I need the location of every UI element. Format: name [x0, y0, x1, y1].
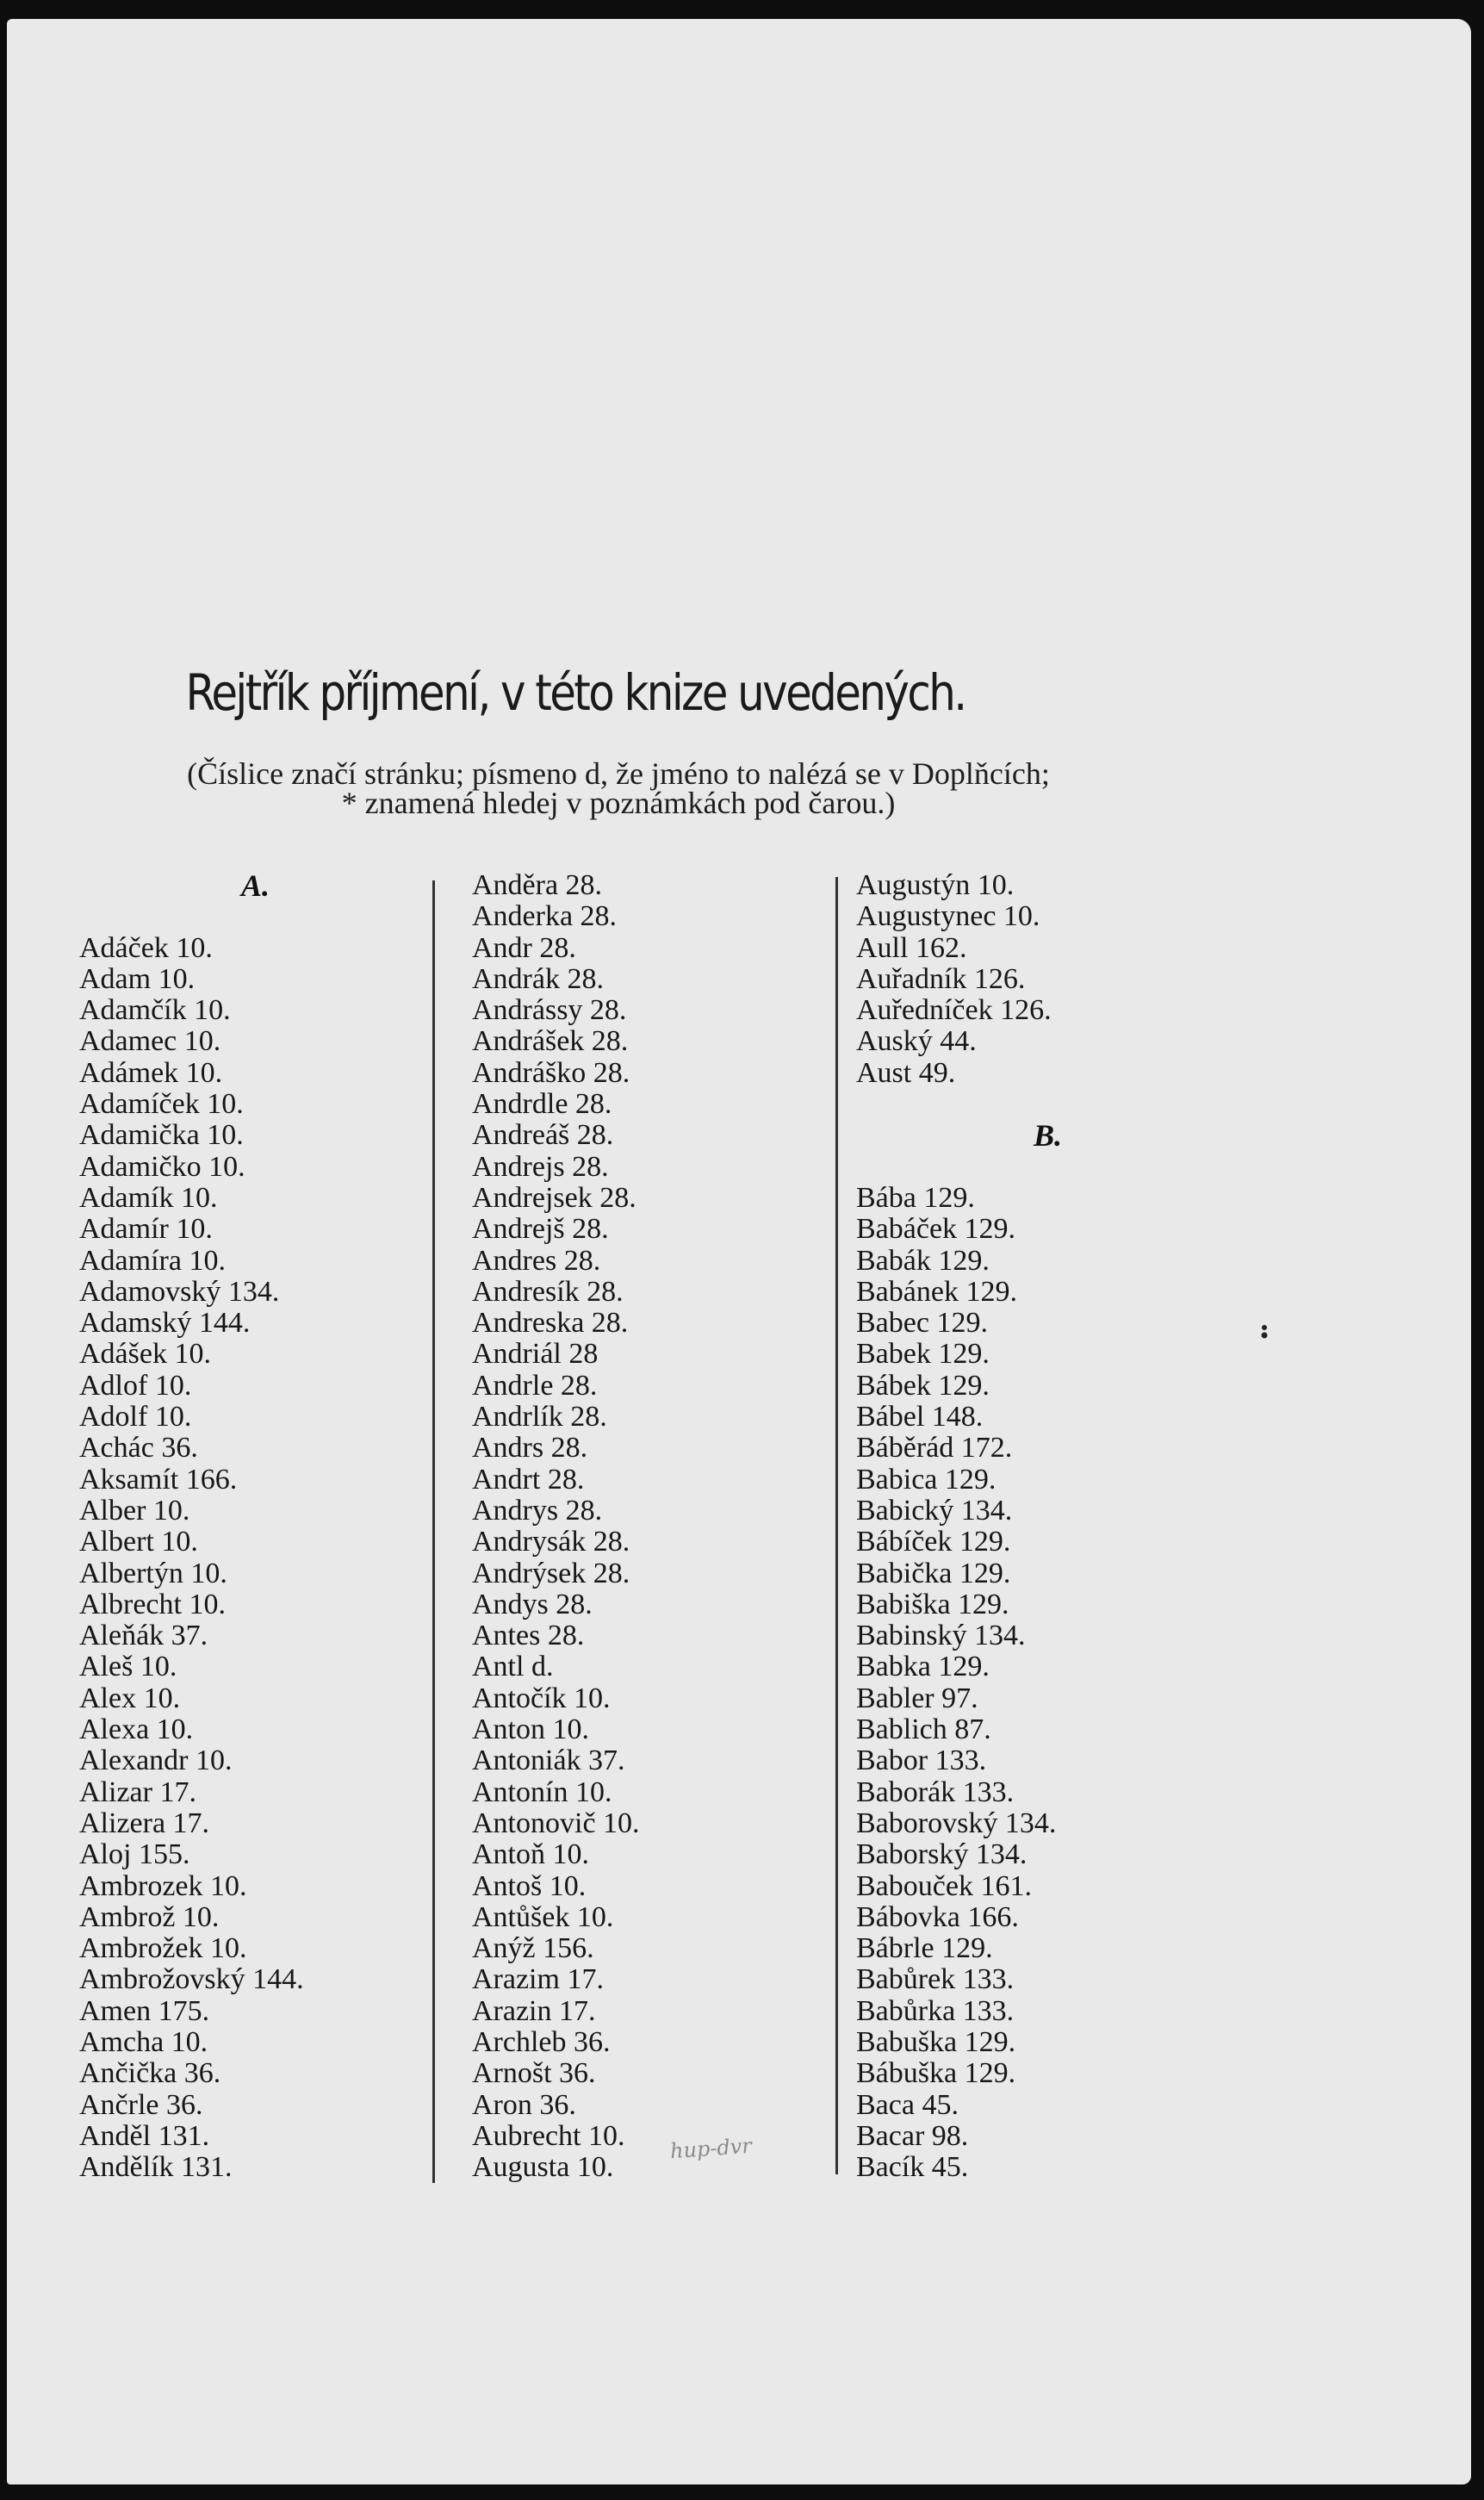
- index-entry: Bábek 129.: [856, 1369, 990, 1402]
- index-entry: Andrys 28.: [472, 1494, 603, 1527]
- index-entry: Alex 10.: [79, 1682, 181, 1714]
- index-entry: Adámek 10.: [79, 1056, 223, 1089]
- index-entry: Auský 44.: [856, 1025, 977, 1058]
- column-3-a-entries: [856, 870, 1062, 1089]
- index-entry: Aron 36.: [472, 2088, 576, 2121]
- index-entry: Amcha 10.: [79, 2025, 208, 2058]
- index-entry: Adamír 10.: [79, 1213, 213, 1246]
- index-entry: Alber 10.: [79, 1494, 190, 1527]
- index-entry: Bábovka 166.: [856, 1900, 1019, 1933]
- index-entry: Alizar 17.: [79, 1775, 196, 1808]
- index-column-1: [79, 870, 304, 2183]
- index-entry: Bacar 98.: [856, 2119, 969, 2152]
- index-entry: Bábrle 129.: [856, 1932, 993, 1965]
- index-entry: Báběrád 172.: [856, 1432, 1013, 1465]
- index-entry: Achác 36.: [79, 1432, 198, 1465]
- index-entry: Adamovský 134.: [79, 1275, 280, 1308]
- page-title: Rejtřík příjmení, v této knize uvedených.: [185, 663, 966, 722]
- column-2-entries: [472, 870, 640, 2183]
- ink-mark: [1260, 1324, 1269, 1340]
- index-entry: Babler 97.: [856, 1682, 978, 1714]
- index-entry: Ambrozek 10.: [79, 1869, 247, 1902]
- index-column-2: [472, 870, 640, 2183]
- index-entry: Andrejs 28.: [472, 1150, 609, 1183]
- index-entry: Babek 129.: [856, 1338, 990, 1371]
- index-entry: Augustýn 10.: [856, 869, 1015, 901]
- index-entry: Adamíček 10.: [79, 1088, 244, 1121]
- index-entry: Antoň 10.: [472, 1838, 589, 1871]
- index-entry: Aksamít 166.: [79, 1463, 238, 1496]
- index-entry: Babiška 129.: [856, 1588, 1009, 1620]
- index-entry: Adamička 10.: [79, 1119, 244, 1152]
- spacer: [856, 1152, 1062, 1183]
- index-entry: Alexandr 10.: [79, 1744, 233, 1777]
- index-entry: Babouček 161.: [856, 1869, 1032, 1902]
- index-entry: Andreska 28.: [472, 1307, 629, 1340]
- column-1-entries: [79, 933, 304, 2184]
- index-entry: Bábíček 129.: [856, 1526, 1011, 1558]
- index-entry: Baborák 133.: [856, 1775, 1015, 1808]
- index-entry: Aleňák 37.: [79, 1620, 208, 1652]
- index-entry: Amen 175.: [79, 1994, 210, 2027]
- index-entry: Andresík 28.: [472, 1275, 624, 1308]
- index-entry: Aleš 10.: [79, 1651, 177, 1683]
- index-entry: Aull 162.: [856, 931, 967, 964]
- index-entry: Babinský 134.: [856, 1620, 1026, 1652]
- index-entry: Andys 28.: [472, 1588, 593, 1620]
- index-entry: Arazim 17.: [472, 1963, 604, 1996]
- index-entry: Augustynec 10.: [856, 900, 1040, 933]
- index-entry: Ambrož 10.: [79, 1900, 220, 1933]
- index-entry: Adolf 10.: [79, 1401, 192, 1433]
- index-entry: Andělík 131.: [79, 2151, 233, 2184]
- index-entry: Antl d.: [472, 1651, 554, 1683]
- section-letter-b: B.: [1034, 1118, 1063, 1154]
- index-entry: Arnošt 36.: [472, 2057, 596, 2090]
- index-entry: Andreáš 28.: [472, 1119, 614, 1152]
- index-entry: Ančrle 36.: [79, 2088, 203, 2121]
- index-entry: Adamčík 10.: [79, 994, 231, 1027]
- column-3-b-entries: [856, 1183, 1062, 2184]
- index-entry: Anton 10.: [472, 1713, 589, 1746]
- index-entry: Antes 28.: [472, 1620, 585, 1652]
- index-entry: Andrák 28.: [472, 962, 604, 995]
- index-entry: Antočík 10.: [472, 1682, 611, 1714]
- index-entry: Adam 10.: [79, 962, 196, 995]
- index-entry: Adamíra 10.: [79, 1244, 226, 1277]
- index-entry: Aubrecht 10.: [472, 2119, 625, 2152]
- index-entry: Babica 129.: [856, 1463, 997, 1496]
- index-entry: Arazin 17.: [472, 1994, 596, 2027]
- index-entry: Babák 129.: [856, 1244, 990, 1277]
- index-entry: Babor 133.: [856, 1744, 987, 1777]
- index-entry: Anderka 28.: [472, 900, 618, 933]
- index-entry: Ambrožovský 144.: [79, 1963, 304, 1996]
- index-entry: Andres 28.: [472, 1244, 601, 1277]
- index-entry: Andráško 28.: [472, 1056, 630, 1089]
- index-entry: Bába 129.: [856, 1181, 975, 1214]
- index-entry: Augusta 10.: [472, 2151, 614, 2184]
- index-entry: Archleb 36.: [472, 2025, 611, 2058]
- index-column-3: [856, 870, 1062, 2183]
- index-entry: Adlof 10.: [79, 1369, 192, 1402]
- index-entry: Ambrožek 10.: [79, 1932, 247, 1965]
- index-entry: Baborovský 134.: [856, 1807, 1057, 1839]
- index-entry: Albertýn 10.: [79, 1557, 227, 1589]
- subtitle-line-2: * znamená hledej v poznámkách pod čarou.): [341, 786, 896, 820]
- index-entry: Babec 129.: [856, 1307, 988, 1340]
- index-entry: Andrysák 28.: [472, 1526, 630, 1558]
- index-entry: Adamičko 10.: [79, 1150, 245, 1183]
- index-entry: Ančička 36.: [79, 2057, 221, 2090]
- index-entry: Antonovič 10.: [472, 1807, 640, 1839]
- index-entry: Baca 45.: [856, 2088, 959, 2121]
- index-entry: Andrýsek 28.: [472, 1557, 630, 1589]
- index-entry: Andrlík 28.: [472, 1401, 607, 1433]
- index-entry: Bábuška 129.: [856, 2057, 1016, 2090]
- index-entry: Andr 28.: [472, 931, 576, 964]
- index-entry: Anýž 156.: [472, 1932, 594, 1965]
- index-entry: Bábel 148.: [856, 1401, 984, 1433]
- index-page: [7, 19, 1471, 2484]
- spacer: [79, 901, 304, 932]
- index-entry: Baborský 134.: [856, 1838, 1028, 1871]
- index-entry: Antoniák 37.: [472, 1744, 625, 1777]
- section-letter-a: A.: [241, 868, 270, 903]
- spacer: [856, 1089, 1062, 1120]
- index-entry: Andrt 28.: [472, 1463, 585, 1496]
- index-entry: Babka 129.: [856, 1651, 990, 1683]
- index-entry: Anděra 28.: [472, 869, 603, 901]
- subtitle-line-1: (Číslice značí stránku; písmeno d, že jméno to nalézá se v Doplňcích;: [187, 756, 1050, 791]
- index-entry: Albert 10.: [79, 1526, 198, 1558]
- index-entry: Aloj 155.: [79, 1838, 190, 1871]
- index-entry: Albrecht 10.: [79, 1588, 226, 1620]
- index-entry: Andrássy 28.: [472, 994, 627, 1027]
- index-entry: Adamský 144.: [79, 1307, 251, 1340]
- index-entry: Babuška 129.: [856, 2025, 1016, 2058]
- index-entry: Auřadník 126.: [856, 962, 1026, 995]
- index-entry: Babůrka 133.: [856, 1994, 1015, 2027]
- index-entry: Adamík 10.: [79, 1181, 218, 1214]
- index-entry: Andrejš 28.: [472, 1213, 609, 1246]
- index-entry: Andrášek 28.: [472, 1025, 629, 1058]
- index-entry: Anděl 131.: [79, 2119, 210, 2152]
- index-entry: Adamec 10.: [79, 1025, 221, 1058]
- index-entry: Bablich 87.: [856, 1713, 991, 1746]
- index-entry: Antonín 10.: [472, 1775, 612, 1808]
- index-entry: Babůrek 133.: [856, 1963, 1015, 1996]
- index-entry: Andrdle 28.: [472, 1088, 612, 1121]
- index-entry: Babický 134.: [856, 1494, 1013, 1527]
- index-entry: Andrle 28.: [472, 1369, 598, 1402]
- index-entry: Babička 129.: [856, 1557, 1011, 1589]
- index-entry: Bacík 45.: [856, 2151, 969, 2184]
- index-entry: Alizera 17.: [79, 1807, 210, 1839]
- column-divider: [835, 877, 838, 2174]
- index-entry: Aust 49.: [856, 1056, 956, 1089]
- index-entry: Adáček 10.: [79, 931, 213, 964]
- index-entry: Andriál 28: [472, 1338, 599, 1371]
- index-entry: Andrs 28.: [472, 1432, 588, 1465]
- index-entry: Babáček 129.: [856, 1213, 1016, 1246]
- index-entry: Babánek 129.: [856, 1275, 1017, 1308]
- pencil-annotation: hup-dvr: [669, 2133, 753, 2164]
- index-entry: Andrejsek 28.: [472, 1181, 636, 1214]
- index-entry: Auředníček 126.: [856, 994, 1052, 1027]
- index-entry: Antůšek 10.: [472, 1900, 614, 1933]
- index-entry: Adášek 10.: [79, 1338, 211, 1371]
- index-entry: Alexa 10.: [79, 1713, 194, 1746]
- column-divider: [432, 880, 435, 2183]
- index-entry: Antoš 10.: [472, 1869, 587, 1902]
